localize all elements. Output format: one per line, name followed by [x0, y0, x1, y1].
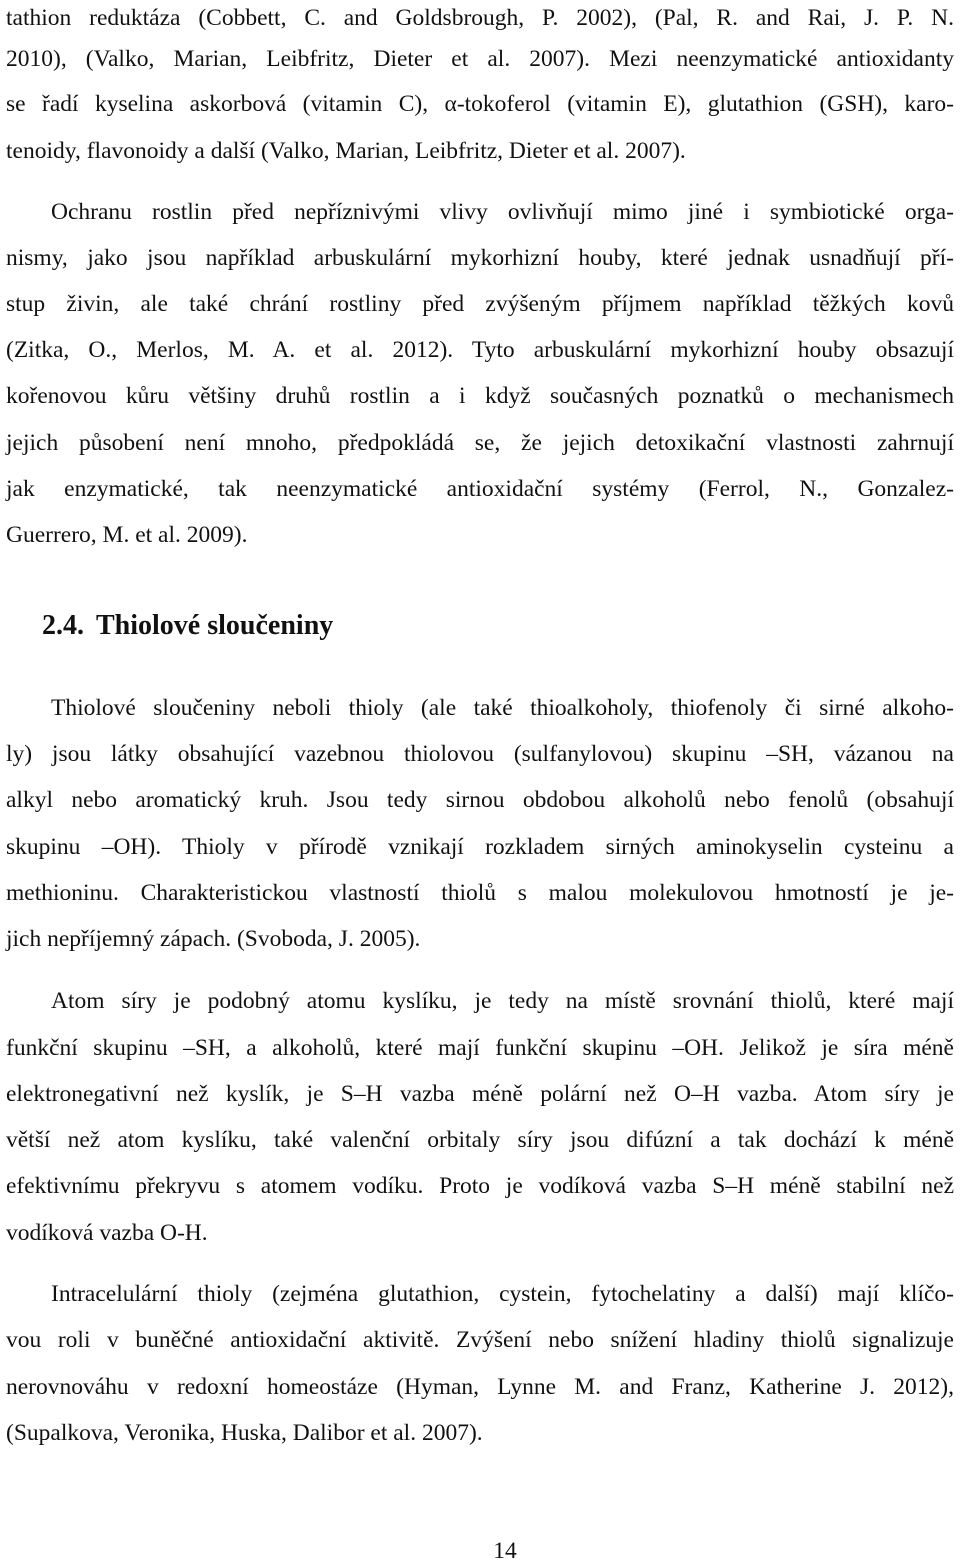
- text-line: 2010), (Valko, Marian, Leibfritz, Dieter et al. 2007). Mezi neenzymatické antioxidanty: [6, 46, 954, 72]
- text-line: alkyl nebo aromatický kruh. Jsou tedy sirnou obdobou alkoholů nebo fenolů (obsahují: [6, 787, 954, 813]
- text-line: nismy, jako jsou například arbuskulární mykorhizní houby, které jednak usnadňují pří-: [6, 245, 954, 271]
- text-line: jak enzymatické, tak neenzymatické antioxidační systémy (Ferrol, N., Gonzalez-: [6, 476, 954, 502]
- text-line: Intracelulární thioly (zejména glutathion, cystein, fytochelatiny a další) mají klíčo-: [51, 1281, 954, 1307]
- text-line: jejich působení není mnoho, předpokládá se, že jejich detoxikační vlastnosti zahrnují: [6, 430, 954, 456]
- text-line: Ochranu rostlin před nepříznivými vlivy ovlivňují mimo jiné i symbiotické orga-: [51, 199, 954, 225]
- section-number: 2.4.: [42, 610, 84, 641]
- page-number: 14: [493, 1538, 517, 1564]
- text-line: tenoidy, flavonoidy a další (Valko, Marian, Leibfritz, Dieter et al. 2007).: [6, 138, 686, 164]
- text-line: skupinu –OH). Thioly v přírodě vznikají rozkladem sirných aminokyselin cysteinu a: [6, 834, 954, 860]
- text-line: vou roli v buněčné antioxidační aktivitě. Zvýšení nebo snížení hladiny thiolů signalizuje: [6, 1327, 954, 1353]
- text-line: nerovnováhu v redoxní homeostáze (Hyman, Lynne M. and Franz, Katherine J. 2012),: [6, 1374, 954, 1400]
- text-line: methioninu. Charakteristickou vlastností thiolů s malou molekulovou hmotností je je-: [6, 880, 954, 906]
- text-line: stup živin, ale také chrání rostliny před zvýšeným příjmem například těžkých kovů: [6, 291, 954, 317]
- text-line: (Zitka, O., Merlos, M. A. et al. 2012). Tyto arbuskulární mykorhizní houby obsazují: [6, 337, 954, 363]
- text-line: jich nepříjemný zápach. (Svoboda, J. 2005).: [6, 926, 421, 952]
- text-line: elektronegativní než kyslík, je S–H vazba méně polární než O–H vazba. Atom síry je: [6, 1081, 954, 1107]
- text-line: (Supalkova, Veronika, Huska, Dalibor et al. 2007).: [6, 1420, 483, 1446]
- text-line: se řadí kyselina askorbová (vitamin C), α-tokoferol (vitamin E), glutathion (GSH), karo-: [6, 91, 954, 117]
- section-heading: [6, 603, 333, 649]
- text-line: Atom síry je podobný atomu kyslíku, je tedy na místě srovnání thiolů, které mají: [51, 988, 954, 1014]
- text-line: funkční skupinu –SH, a alkoholů, které mají funkční skupinu –OH. Jelikož je síra méně: [6, 1035, 954, 1061]
- text-line: efektivnímu překryvu s atomem vodíku. Proto je vodíková vazba S–H méně stabilní než: [6, 1173, 954, 1199]
- text-line: kořenovou kůru většiny druhů rostlin a i když současných poznatků o mechanismech: [6, 383, 954, 409]
- text-line: vodíková vazba O-H.: [6, 1220, 208, 1246]
- text-line: tathion reduktáza (Cobbett, C. and Goldsbrough, P. 2002), (Pal, R. and Rai, J. P. N.: [6, 5, 954, 31]
- text-line: Guerrero, M. et al. 2009).: [6, 522, 248, 548]
- text-line: větší než atom kyslíku, také valenční orbitaly síry jsou difúzní a tak dochází k méně: [6, 1127, 954, 1153]
- section-title: Thiolové sloučeniny: [96, 610, 334, 641]
- text-line: ly) jsou látky obsahující vazebnou thiolovou (sulfanylovou) skupinu –SH, vázanou na: [6, 741, 954, 767]
- text-line: Thiolové sloučeniny neboli thioly (ale také thioalkoholy, thiofenoly či sirné alkoho-: [51, 695, 954, 721]
